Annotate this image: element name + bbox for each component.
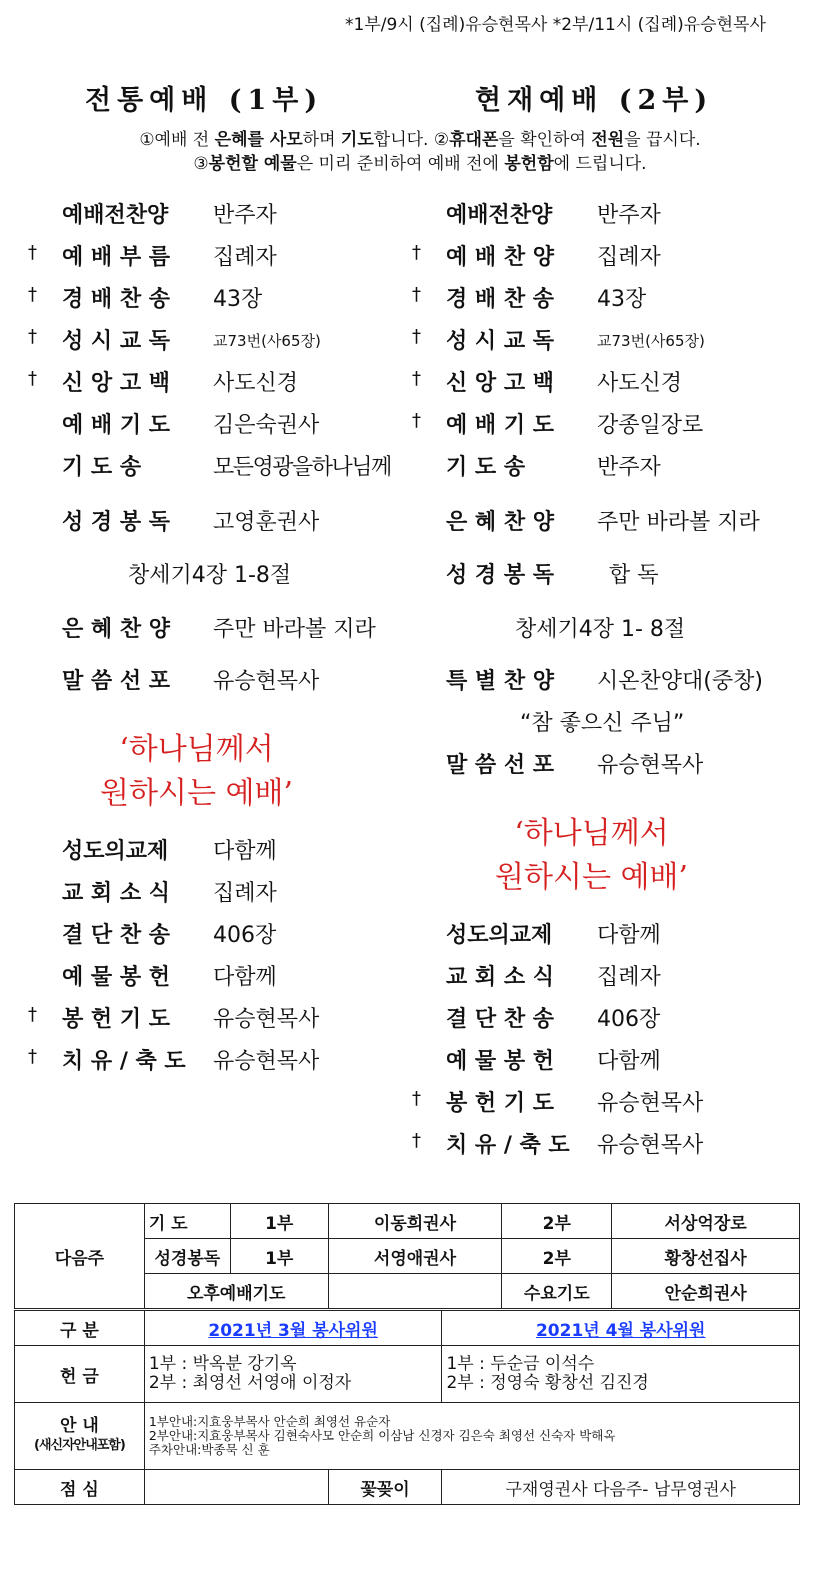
table-row <box>15 1470 800 1505</box>
march-volunteers-heading: 2021년 3월 봉사위원 <box>144 1310 442 1346</box>
afternoon-prayer-label: 오후예배기도 <box>144 1274 328 1310</box>
offering-march: 1부 : 박옥분 강기옥 2부 : 최영선 서영애 이정자 <box>144 1346 442 1403</box>
division-label: 구 분 <box>15 1310 145 1346</box>
lunch-value: 구재영권사 다음주- 남무영권사 <box>442 1470 800 1505</box>
part2-label: 2부 <box>502 1239 612 1274</box>
cross-icon: † <box>28 242 37 263</box>
cross-icon: † <box>28 1004 37 1025</box>
afternoon-prayer-value <box>328 1274 502 1310</box>
cross-icon: † <box>28 368 37 389</box>
prayer-label: 기 도 <box>144 1204 230 1239</box>
reading-part2-value: 황창선집사 <box>612 1239 800 1274</box>
special-song-title: “참 좋으신 주님” <box>520 711 685 736</box>
cross-icon: † <box>412 284 421 305</box>
notice-line-2: ③봉헌할 예물은 미리 준비하여 예배 전에 봉헌함에 드립니다. <box>193 154 647 174</box>
next-week-label: 다음주 <box>15 1204 145 1310</box>
sermon-title-1: ‘하나님께서 원하시는 예배’ <box>100 732 293 811</box>
worship-notice <box>30 128 810 176</box>
heading-second-service: 현재예배 (2부) <box>475 85 714 116</box>
cross-icon: † <box>28 326 37 347</box>
guide-label: 안 내 (새신자안내포함) <box>15 1403 145 1470</box>
cross-icon: † <box>412 1130 421 1151</box>
sermon-title-2: ‘하나님께서 원하시는 예배’ <box>495 816 688 895</box>
order1-scripture: 창세기4장 1-8절 <box>128 563 292 588</box>
april-volunteers-heading: 2021년 4월 봉사위원 <box>442 1310 800 1346</box>
prayer-part2-value: 서상억장로 <box>612 1204 800 1239</box>
reading-label: 성경봉독 <box>144 1239 230 1274</box>
guide-details: 1부안내:지효웅부목사 안순희 최영선 유순자 2부안내:지효웅부목사 김현숙사모 안순희 이삼남 신경자 김은숙 최영선 신숙자 박해옥 주차안내:박종묵 신 훈 <box>144 1403 799 1470</box>
heading-first-service: 전통예배 (1부) <box>85 85 324 116</box>
flower-arrangement-label: 꽃꽂이 <box>328 1470 442 1505</box>
service-roster-table <box>14 1203 800 1505</box>
part2-label: 2부 <box>502 1204 612 1239</box>
wednesday-prayer-label: 수요기도 <box>502 1274 612 1310</box>
cross-icon: † <box>412 1088 421 1109</box>
reading-part1-value: 서영애권사 <box>328 1239 502 1274</box>
part1-label: 1부 <box>230 1239 328 1274</box>
cross-icon: † <box>412 410 421 431</box>
cross-icon: † <box>28 284 37 305</box>
notice-line-1: ①예배 전 은혜를 사모하며 기도합니다. ②휴대폰을 확인하여 전원을 끕시다. <box>139 130 701 150</box>
order2-scripture: 창세기4장 1- 8절 <box>515 617 686 642</box>
part1-label: 1부 <box>230 1204 328 1239</box>
service-times-note: *1부/9시 (집례)유승현목사 *2부/11시 (집례)유승현목사 <box>345 15 766 35</box>
cross-icon: † <box>412 326 421 347</box>
lunch-label: 점 심 <box>15 1470 145 1505</box>
table-row <box>15 1310 800 1346</box>
table-row <box>15 1346 800 1403</box>
prayer-part1-value: 이동희권사 <box>328 1204 502 1239</box>
lunch-empty-cell <box>144 1470 328 1505</box>
wednesday-prayer-value: 안순희권사 <box>612 1274 800 1310</box>
table-row <box>15 1403 800 1470</box>
offering-april: 1부 : 두순금 이석수 2부 : 정영숙 황창선 김진경 <box>442 1346 800 1403</box>
cross-icon: † <box>412 242 421 263</box>
offering-label: 헌 금 <box>15 1346 145 1403</box>
cross-icon: † <box>28 1046 37 1067</box>
table-row <box>15 1204 800 1239</box>
cross-icon: † <box>412 368 421 389</box>
